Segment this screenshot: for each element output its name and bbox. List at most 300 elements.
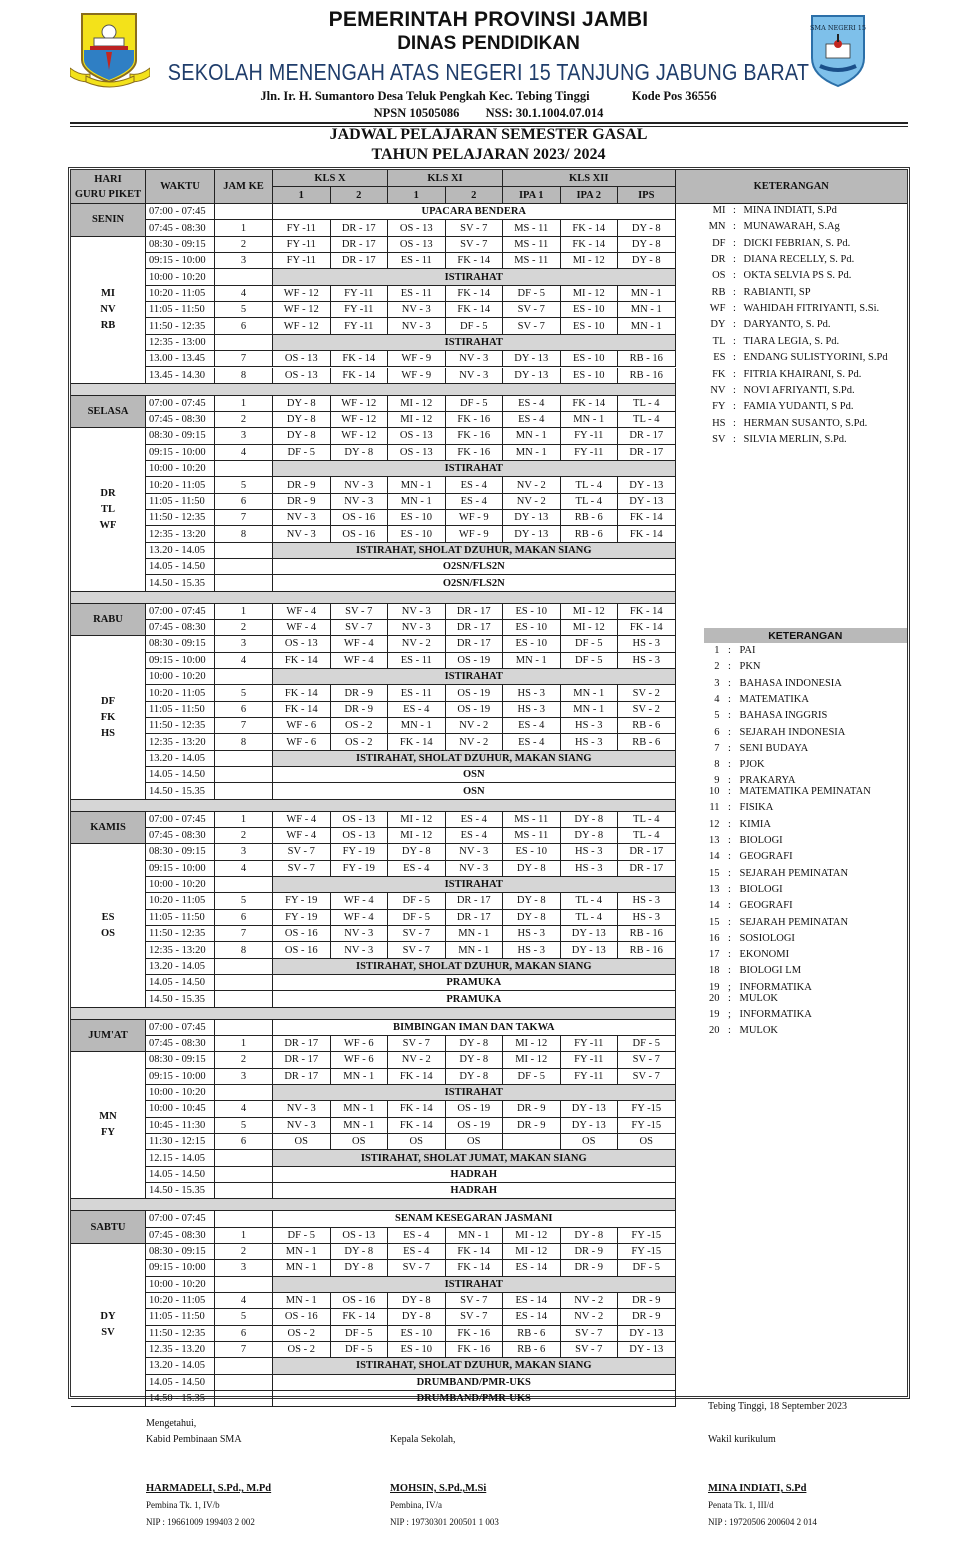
- teacher-name: OKTA SELVIA PS S. Pd.: [743, 270, 852, 282]
- piket-code: MI: [101, 287, 115, 299]
- class-cell: HS - 3: [503, 942, 561, 958]
- class-cell: DY - 13: [561, 926, 619, 942]
- class-cell: DR - 17: [446, 636, 504, 652]
- subject-name: BAHASA INGGRIS: [739, 710, 828, 722]
- signer-rank-2: Pembina, IV/a: [390, 1500, 442, 1510]
- class-cell: DF - 5: [618, 1260, 676, 1276]
- class-cell: ES - 10: [503, 604, 561, 620]
- teacher-name: MUNAWARAH, S.Ag: [743, 221, 840, 233]
- class-cell: FK - 14: [273, 653, 331, 669]
- class-cell: DY - 8: [331, 1260, 389, 1276]
- piket-code: NV: [100, 303, 116, 315]
- time-cell: 14.05 - 14.50: [146, 975, 215, 991]
- jam-cell: [215, 204, 273, 220]
- time-cell: 13.20 - 14.05: [146, 1358, 215, 1374]
- jam-cell: 3: [215, 1260, 273, 1276]
- time-cell: 14.50 - 15.35: [146, 1391, 215, 1407]
- jam-cell: [215, 1358, 273, 1374]
- class-cell: HS - 3: [561, 734, 619, 750]
- subject-name: GEOGRAFI: [739, 851, 793, 863]
- day-label: SELASA: [71, 396, 146, 429]
- class-cell: FK - 14: [331, 1309, 389, 1325]
- jam-cell: [215, 269, 273, 285]
- class-cell: FK - 14: [561, 237, 619, 253]
- subject-legend-item: [706, 819, 772, 830]
- header-ids: [0, 106, 977, 121]
- class-cell: RB - 6: [503, 1326, 561, 1342]
- subject-no: 14: [709, 900, 720, 912]
- jam-cell: 2: [215, 237, 273, 253]
- class-cell: OS - 13: [273, 636, 331, 652]
- time-cell: 12:35 - 13:20: [146, 942, 215, 958]
- header-class-6: IPS: [618, 187, 676, 204]
- subject-no: 20: [709, 1025, 720, 1036]
- subject-name: SEJARAH INDONESIA: [739, 726, 846, 738]
- day-label: KAMIS: [71, 812, 146, 845]
- subject-name: PAI: [739, 645, 756, 656]
- day-label: SABTU: [71, 1211, 146, 1244]
- class-cell: MI - 12: [388, 812, 446, 828]
- class-cell: MN - 1: [618, 302, 676, 318]
- teacher-legend-item: [704, 369, 862, 380]
- jam-cell: [215, 975, 273, 991]
- class-cell: WF - 12: [331, 396, 389, 412]
- teacher-sep: :: [733, 221, 736, 233]
- jam-cell: 5: [215, 302, 273, 318]
- jam-cell: [215, 559, 273, 575]
- jam-cell: 8: [215, 526, 273, 542]
- jam-cell: [215, 877, 273, 893]
- activity-row: ISTIRAHAT: [273, 1085, 676, 1101]
- class-cell: TL - 4: [561, 477, 619, 493]
- time-cell: 12:35 - 13:00: [146, 335, 215, 351]
- jam-cell: 2: [215, 1244, 273, 1260]
- class-cell: DY - 8: [388, 844, 446, 860]
- class-cell: ES - 11: [388, 253, 446, 269]
- class-cell: DR - 9: [561, 1244, 619, 1260]
- subject-no: 4: [714, 693, 720, 705]
- class-cell: DY - 13: [503, 368, 561, 384]
- time-cell: 11:50 - 12:35: [146, 318, 215, 334]
- time-cell: 09:15 - 10:00: [146, 445, 215, 461]
- subject-legend-item: [706, 775, 796, 786]
- time-cell: 10:20 - 11:05: [146, 1293, 215, 1309]
- subject-no: 19: [709, 981, 720, 993]
- activity-row: ISTIRAHAT, SHOLAT JUMAT, MAKAN SIANG: [273, 1150, 676, 1166]
- jam-cell: 1: [215, 1036, 273, 1052]
- time-cell: 13.20 - 14.05: [146, 959, 215, 975]
- jam-cell: [215, 991, 273, 1007]
- time-cell: 13.45 - 14.30: [146, 368, 215, 384]
- guru-piket-block: [71, 1052, 146, 1199]
- subject-sep: ;: [728, 981, 731, 993]
- signer-rank-1: Pembina Tk. 1, IV/b: [146, 1500, 220, 1510]
- time-cell: 07:45 - 08:30: [146, 1036, 215, 1052]
- jam-cell: 5: [215, 893, 273, 909]
- day-separator: [71, 1008, 676, 1020]
- subject-name: SEJARAH PEMINATAN: [739, 916, 849, 928]
- class-cell: NV - 3: [446, 368, 504, 384]
- class-cell: MN - 1: [618, 286, 676, 302]
- jam-cell: 7: [215, 351, 273, 367]
- class-cell: DF - 5: [273, 445, 331, 461]
- jam-cell: 3: [215, 844, 273, 860]
- class-cell: SV - 7: [331, 604, 389, 620]
- class-cell: DY - 8: [331, 1244, 389, 1260]
- class-cell: MN - 1: [618, 318, 676, 334]
- subject-no: 18: [709, 965, 720, 977]
- class-cell: NV - 3: [388, 604, 446, 620]
- class-cell: MN - 1: [446, 926, 504, 942]
- class-cell: MN - 1: [561, 702, 619, 718]
- class-cell: FY -11: [561, 1052, 619, 1068]
- class-cell: DY - 8: [618, 220, 676, 236]
- piket-code: SV: [101, 1327, 115, 1339]
- guru-piket-block: [71, 237, 146, 384]
- subject-sep: :: [728, 867, 731, 879]
- class-cell: DR - 9: [561, 1260, 619, 1276]
- class-cell: FK - 14: [388, 734, 446, 750]
- class-cell: FY -11: [273, 237, 331, 253]
- piket-code: FY: [101, 1127, 115, 1139]
- class-cell: MI - 12: [561, 604, 619, 620]
- class-cell: ES - 11: [388, 685, 446, 701]
- class-cell: OS - 2: [273, 1342, 331, 1358]
- class-cell: FY -15: [618, 1228, 676, 1244]
- class-cell: ES - 14: [503, 1293, 561, 1309]
- teacher-sep: :: [733, 254, 736, 266]
- class-cell: WF - 4: [273, 828, 331, 844]
- jam-cell: 4: [215, 653, 273, 669]
- subject-name: BIOLOGI LM: [739, 965, 802, 977]
- jam-cell: 7: [215, 510, 273, 526]
- time-cell: 11:05 - 11:50: [146, 1309, 215, 1325]
- time-cell: 10:20 - 11:05: [146, 685, 215, 701]
- subject-legend-item: [706, 851, 793, 862]
- guru-piket-block: [71, 844, 146, 1008]
- subject-no: 15: [709, 867, 720, 879]
- class-cell: DR - 17: [273, 1052, 331, 1068]
- class-cell: OS - 16: [331, 526, 389, 542]
- teacher-name: DICKI FEBRIAN, S. Pd.: [743, 237, 851, 249]
- jam-cell: [215, 335, 273, 351]
- class-cell: FK - 16: [446, 445, 504, 461]
- subject-sep: :: [728, 759, 731, 771]
- subject-name: INFORMATIKA: [739, 1008, 812, 1020]
- class-cell: MN - 1: [273, 1260, 331, 1276]
- class-cell: FY -11: [331, 302, 389, 318]
- activity-row: ISTIRAHAT: [273, 461, 676, 477]
- class-cell: MI - 12: [503, 1244, 561, 1260]
- subject-legend-item: [706, 802, 774, 813]
- class-cell: WF - 9: [388, 351, 446, 367]
- teacher-sep: :: [733, 286, 736, 298]
- subject-name: MULOK: [739, 992, 778, 1004]
- class-cell: MI - 12: [388, 412, 446, 428]
- class-cell: WF - 4: [331, 910, 389, 926]
- signer-name-1: HARMADELI, S.Pd., M.Pd: [146, 1483, 272, 1494]
- class-cell: ES - 10: [503, 636, 561, 652]
- class-cell: MN - 1: [503, 445, 561, 461]
- class-cell: SV - 7: [503, 318, 561, 334]
- class-cell: OS - 13: [331, 1228, 389, 1244]
- day-label: RABU: [71, 604, 146, 637]
- subject-no: 1: [714, 645, 720, 656]
- class-cell: DY - 8: [446, 1036, 504, 1052]
- class-cell: DY - 8: [618, 237, 676, 253]
- class-cell: WF - 6: [273, 718, 331, 734]
- activity-row: ISTIRAHAT, SHOLAT DZUHUR, MAKAN SIANG: [273, 543, 676, 559]
- class-cell: WF - 4: [331, 636, 389, 652]
- class-cell: FK - 14: [561, 220, 619, 236]
- activity-row: O2SN/FLS2N: [273, 575, 676, 591]
- jam-cell: 2: [215, 828, 273, 844]
- class-cell: MI - 12: [388, 396, 446, 412]
- class-cell: NV - 2: [503, 477, 561, 493]
- class-cell: NV - 2: [561, 1309, 619, 1325]
- class-cell: HS - 3: [503, 926, 561, 942]
- piket-code: OS: [100, 927, 115, 939]
- teacher-code: OS: [712, 270, 726, 282]
- time-cell: 07:45 - 08:30: [146, 412, 215, 428]
- class-cell: FY - 19: [331, 844, 389, 860]
- activity-row: ISTIRAHAT, SHOLAT DZUHUR, MAKAN SIANG: [273, 751, 676, 767]
- class-cell: NV - 2: [388, 636, 446, 652]
- subject-name: INFORMATIKA: [739, 981, 812, 993]
- teacher-name: RABIANTI, SP: [743, 286, 811, 298]
- class-cell: MN - 1: [331, 1118, 389, 1134]
- subject-name: BIOLOGI: [739, 883, 783, 895]
- class-cell: MS - 11: [503, 253, 561, 269]
- class-cell: MN - 1: [503, 428, 561, 444]
- piket-code: MN: [99, 1111, 117, 1123]
- class-cell: FY - 19: [273, 910, 331, 926]
- jam-cell: 6: [215, 702, 273, 718]
- class-cell: OS - 13: [331, 828, 389, 844]
- class-cell: FK - 14: [618, 526, 676, 542]
- subject-sep: :: [728, 883, 731, 895]
- class-cell: WF - 12: [273, 318, 331, 334]
- class-cell: ES - 10: [561, 318, 619, 334]
- class-cell: DY - 13: [503, 526, 561, 542]
- class-cell: FY -11: [561, 428, 619, 444]
- activity-row: SENAM KESEGARAN JASMANI: [273, 1211, 676, 1227]
- class-cell: SV - 7: [446, 220, 504, 236]
- teacher-name: WAHIDAH FITRIYANTI, S.Si.: [743, 303, 880, 315]
- class-cell: OS - 16: [331, 510, 389, 526]
- class-cell: ES - 10: [561, 302, 619, 318]
- time-cell: 14.05 - 14.50: [146, 767, 215, 783]
- header-agency: DINAS PENDIDIKAN: [397, 33, 580, 54]
- jam-cell: [215, 461, 273, 477]
- subject-name: MATEMATIKA: [739, 693, 809, 705]
- teacher-legend-item: [704, 205, 837, 216]
- class-cell: DY - 8: [561, 812, 619, 828]
- activity-row: ISTIRAHAT: [273, 669, 676, 685]
- class-cell: FK - 16: [446, 428, 504, 444]
- piket-code: WF: [99, 519, 117, 531]
- class-cell: DR - 9: [331, 702, 389, 718]
- time-cell: 11:50 - 12:35: [146, 510, 215, 526]
- subject-sep: :: [728, 645, 731, 656]
- class-cell: ES - 4: [446, 828, 504, 844]
- header-jam-ke: JAM KE: [215, 170, 273, 204]
- time-cell: 08:30 - 09:15: [146, 1052, 215, 1068]
- class-cell: MN - 1: [561, 685, 619, 701]
- class-cell: WF - 4: [273, 604, 331, 620]
- time-cell: 10:00 - 10:20: [146, 1277, 215, 1293]
- class-cell: FK - 14: [618, 604, 676, 620]
- class-cell: WF - 9: [446, 526, 504, 542]
- class-cell: RB - 6: [561, 510, 619, 526]
- header-group-1: KLS XI: [388, 170, 503, 187]
- class-cell: TL - 4: [618, 412, 676, 428]
- teacher-legend-item: [704, 254, 855, 265]
- subject-sep: :: [728, 949, 731, 961]
- class-cell: [503, 1134, 561, 1150]
- subject-legend-item: [706, 1009, 812, 1020]
- teacher-code: HS: [712, 417, 726, 429]
- time-cell: 09:15 - 10:00: [146, 1069, 215, 1085]
- activity-row: O2SN/FLS2N: [273, 559, 676, 575]
- class-cell: NV - 3: [273, 526, 331, 542]
- class-cell: DR - 17: [331, 237, 389, 253]
- teacher-sep: :: [733, 335, 736, 347]
- time-cell: 11:05 - 11:50: [146, 702, 215, 718]
- class-cell: RB - 6: [618, 718, 676, 734]
- jam-cell: 8: [215, 368, 273, 384]
- subject-sep: :: [728, 802, 731, 814]
- piket-code: TL: [100, 503, 115, 515]
- class-cell: FK - 14: [446, 1260, 504, 1276]
- class-cell: FY -11: [331, 286, 389, 302]
- class-cell: OS - 2: [331, 734, 389, 750]
- class-cell: OS - 13: [331, 812, 389, 828]
- activity-row: ISTIRAHAT, SHOLAT DZUHUR, MAKAN SIANG: [273, 959, 676, 975]
- subject-sep: :: [728, 1025, 731, 1036]
- class-cell: NV - 2: [388, 1052, 446, 1068]
- class-cell: FK - 14: [446, 302, 504, 318]
- class-cell: MN - 1: [446, 1228, 504, 1244]
- class-cell: DR - 17: [273, 1036, 331, 1052]
- class-cell: ES - 10: [503, 620, 561, 636]
- class-cell: ES - 10: [388, 1342, 446, 1358]
- teacher-code: FY: [712, 401, 726, 413]
- class-cell: RB - 6: [561, 526, 619, 542]
- class-cell: RB - 16: [618, 942, 676, 958]
- subject-sep: :: [728, 726, 731, 738]
- class-cell: FY -11: [273, 220, 331, 236]
- class-cell: RB - 6: [503, 1342, 561, 1358]
- npsn: NPSN 10505086: [373, 106, 460, 120]
- class-cell: HS - 3: [503, 702, 561, 718]
- class-cell: SV - 7: [618, 1052, 676, 1068]
- class-cell: SV - 7: [388, 1260, 446, 1276]
- class-cell: OS - 2: [331, 718, 389, 734]
- class-cell: WF - 4: [273, 812, 331, 828]
- class-cell: DF - 5: [388, 910, 446, 926]
- activity-row: ISTIRAHAT: [273, 269, 676, 285]
- class-cell: OS - 16: [273, 942, 331, 958]
- subject-name: EKONOMI: [739, 949, 790, 961]
- class-cell: FY - 19: [273, 893, 331, 909]
- class-cell: NV - 3: [446, 861, 504, 877]
- teacher-code: RB: [711, 286, 726, 298]
- subject-no: 16: [709, 932, 720, 944]
- jam-cell: 7: [215, 718, 273, 734]
- time-cell: 10:00 - 10:45: [146, 1101, 215, 1117]
- class-cell: DF - 5: [273, 1228, 331, 1244]
- class-cell: DF - 5: [446, 318, 504, 334]
- class-cell: OS: [618, 1134, 676, 1150]
- class-cell: FK - 14: [388, 1069, 446, 1085]
- day-label: JUM'AT: [71, 1020, 146, 1053]
- class-cell: MI - 12: [503, 1052, 561, 1068]
- class-cell: DR - 17: [273, 1069, 331, 1085]
- class-cell: DR - 9: [273, 494, 331, 510]
- class-cell: MN - 1: [446, 942, 504, 958]
- jam-cell: 1: [215, 604, 273, 620]
- class-cell: OS: [388, 1134, 446, 1150]
- teacher-name: TIARA LEGIA, S. Pd.: [743, 335, 840, 347]
- class-cell: MN - 1: [561, 412, 619, 428]
- teacher-legend-item: [704, 418, 868, 429]
- piket-code: FK: [100, 711, 116, 723]
- jam-cell: 3: [215, 428, 273, 444]
- teacher-code: NV: [710, 384, 726, 396]
- subject-legend-item: [706, 678, 842, 689]
- subject-sep: :: [728, 818, 731, 830]
- time-cell: 10:20 - 11:05: [146, 893, 215, 909]
- subject-name: KIMIA: [739, 818, 771, 830]
- jam-cell: 6: [215, 494, 273, 510]
- class-cell: FK - 14: [446, 1244, 504, 1260]
- teacher-code: MN: [708, 221, 726, 233]
- time-cell: 07:00 - 07:45: [146, 604, 215, 620]
- time-cell: 13.20 - 14.05: [146, 751, 215, 767]
- class-cell: DY - 8: [331, 445, 389, 461]
- subject-no: 6: [714, 726, 720, 738]
- subject-legend-item: [706, 743, 809, 754]
- class-cell: ES - 4: [388, 702, 446, 718]
- class-cell: WF - 9: [446, 510, 504, 526]
- class-cell: MN - 1: [388, 477, 446, 493]
- class-cell: ES - 4: [388, 861, 446, 877]
- class-cell: DR - 17: [618, 428, 676, 444]
- jam-cell: 5: [215, 477, 273, 493]
- class-cell: DR - 17: [446, 893, 504, 909]
- header-group-0: KLS X: [273, 170, 388, 187]
- activity-row: DRUMBAND/PMR-UKS: [273, 1391, 676, 1407]
- class-cell: FK - 14: [561, 396, 619, 412]
- class-cell: FY -15: [618, 1118, 676, 1134]
- activity-row: UPACARA BENDERA: [273, 204, 676, 220]
- subject-sep: :: [728, 742, 731, 754]
- class-cell: SV - 7: [273, 861, 331, 877]
- activity-row: OSN: [273, 767, 676, 783]
- class-cell: DF - 5: [503, 286, 561, 302]
- class-cell: FY -11: [561, 445, 619, 461]
- class-cell: FK - 14: [388, 1101, 446, 1117]
- teacher-legend-item: [704, 238, 851, 249]
- time-cell: 07:45 - 08:30: [146, 1228, 215, 1244]
- teacher-sep: :: [733, 237, 736, 249]
- class-cell: TL - 4: [561, 910, 619, 926]
- activity-row: PRAMUKA: [273, 975, 676, 991]
- time-cell: 11:50 - 12:35: [146, 926, 215, 942]
- class-cell: SV - 2: [618, 685, 676, 701]
- subject-no: 20: [709, 992, 720, 1004]
